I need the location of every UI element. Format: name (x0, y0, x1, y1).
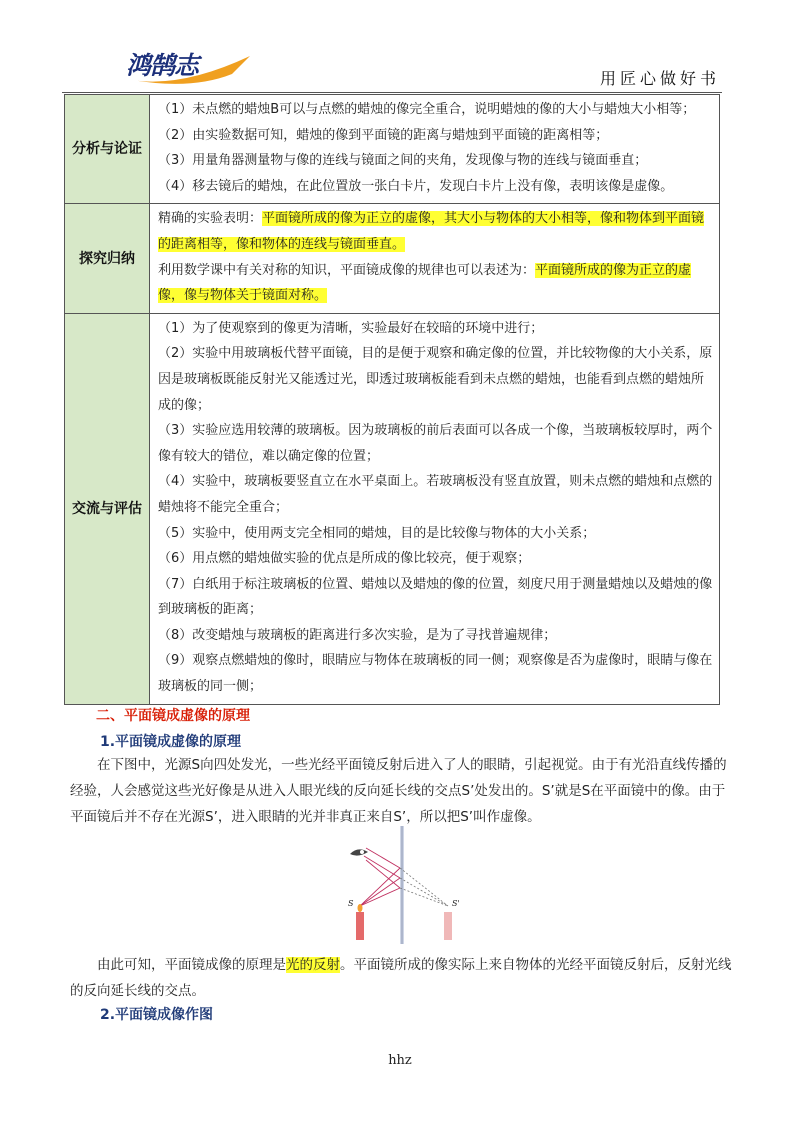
header-slogan: 用匠心做好书 (599, 69, 720, 88)
list-item: （6）用点燃的蜡烛做实验的优点是所成的像比较亮，便于观察； (158, 551, 531, 567)
table-row (65, 204, 720, 313)
row-content-analysis (150, 95, 720, 204)
logo-text: 鸿鹄志 (126, 51, 199, 80)
header-divider (62, 92, 722, 93)
virtual-ray-extensions (400, 868, 448, 906)
label-s: S (348, 899, 354, 908)
principle-paragraph: 在下图中，光源S向四处发光，一些光经平面镜反射后进入了人的眼睛，引起视觉。由于有光沿直线传播的经验，人会感觉这些光好像是从进入人眼光线的反向延长线的交点S’处发出的。S’就是S在平面镜中的像。由于平面镜后并不存在光源S’，进入眼睛的光并非真正来自S’，所以把S’叫作虚像。 (70, 757, 727, 825)
list-item: （4）移去镜后的蜡烛，在此位置放一张白卡片，发现白卡片上没有像，表明该像是虚像。 (158, 178, 674, 194)
table-row (65, 313, 720, 704)
label-s-prime: S' (452, 899, 460, 908)
list-item: （2）由实验数据可知，蜡烛的像到平面镜的距离与蜡烛到平面镜的距离相等； (158, 127, 609, 143)
subsection-title-1: 1.平面镜成虚像的原理 (100, 734, 242, 750)
subsection-title-2: 2.平面镜成像作图 (100, 1007, 214, 1023)
list-item: （9）观察点燃蜡烛的像时，眼睛应与物体在玻璃板的同一侧；观察像是否为虚像时，眼睛与像在玻璃板的同一侧； (158, 653, 713, 695)
page-header (60, 40, 740, 92)
candle-lit (356, 904, 364, 940)
row-content-summary (150, 204, 720, 313)
conclusion-paragraph: 由此可知，平面镜成像的原理是光的反射。平面镜所成的像实际上来自物体的光经平面镜反射后，反射光线的反向延长线的交点。 (70, 957, 732, 999)
list-item: （1）未点燃的蜡烛B可以与点燃的蜡烛的像完全重合，说明蜡烛的像的大小与蜡烛大小相等； (158, 102, 696, 117)
light-rays (360, 848, 400, 906)
list-item: （4）实验中，玻璃板要竖直立在水平桌面上。若玻璃板没有竖直放置，则未点燃的蜡烛和点燃的蜡烛将不能完全重合； (158, 474, 713, 515)
list-item: （5）实验中，使用两支完全相同的蜡烛，目的是比较像与物体的大小关系； (158, 525, 596, 541)
candle-image (444, 912, 452, 940)
highlighted-text: 平面镜所成的像为正立的虚像，其大小与物体的大小相等，像和物体到平面镜的距离相等，像和物体的连线与镜面垂直。 (158, 211, 705, 252)
summary-paragraph-2: 利用数学课中有关对称的知识，平面镜成像的规律也可以表述为：平面镜所成的像为正立的虚像，像与物体关于镜面对称。 (158, 262, 692, 304)
eye-icon (350, 849, 368, 855)
highlighted-text: 平面镜所成的像为正立的虚像，像与物体关于镜面对称。 (158, 262, 692, 304)
list-item: （2）实验中用玻璃板代替平面镜，目的是便于观察和确定像的位置，并比较物像的大小关系，原因是玻璃板既能反射光又能透过光，即透过玻璃板能看到未点燃的蜡烛，也能看到点燃的蜡烛所成的像； (158, 346, 713, 413)
row-label-evaluation: 交流与评估 (65, 313, 150, 704)
publisher-logo (122, 44, 252, 88)
page-footer: hhz (388, 1053, 412, 1068)
summary-paragraph-1: 精确的实验表明：平面镜所成的像为正立的虚像，其大小与物体的大小相等，像和物体到平面镜的距离相等，像和物体的连线与镜面垂直。 (158, 211, 705, 252)
list-item: （1）为了使观察到的像更为清晰，实验最好在较暗的环境中进行； (158, 320, 544, 336)
list-item: （3）实验应选用较薄的玻璃板。因为玻璃板的前后表面可以各成一个像，当玻璃板较厚时，两个像有较大的错位，难以确定像的位置； (158, 423, 713, 464)
list-item: （3）用量角器测量物与像的连线与镜面之间的夹角，发现像与物的连线与镜面垂直； (158, 153, 648, 169)
section-title: 二、平面镜成虚像的原理 (96, 708, 250, 724)
highlighted-text: 光的反射 (286, 957, 340, 973)
row-content-evaluation (150, 313, 720, 704)
row-label-analysis: 分析与论证 (65, 95, 150, 204)
list-item: （8）改变蜡烛与玻璃板的距离进行多次实验，是为了寻找普遍规律； (158, 627, 557, 643)
experiment-summary-table (64, 94, 720, 705)
mirror-image-diagram (340, 826, 470, 944)
table-row (65, 95, 720, 204)
row-label-summary: 探究归纳 (65, 204, 150, 313)
list-item: （7）白纸用于标注玻璃板的位置、蜡烛以及蜡烛的像的位置，刻度尺用于测量蜡烛以及蜡烛的像到玻璃板的距离； (158, 576, 713, 618)
